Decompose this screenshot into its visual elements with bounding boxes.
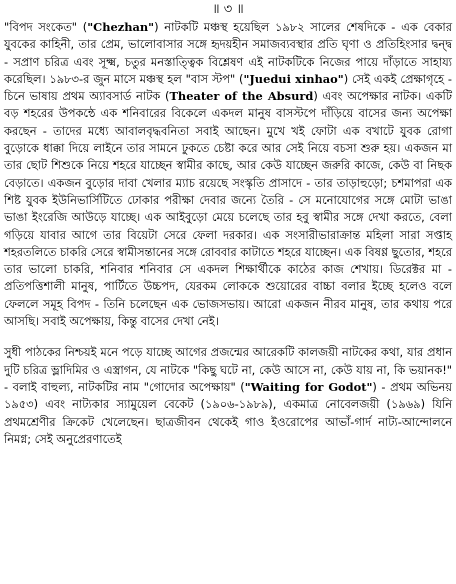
latin-title: "Chezhan" [87, 20, 155, 34]
paragraph-godot [4, 344, 452, 448]
paragraph-text: ) এবং অপেক্ষার নাটক। একটি বড় শহরের উপকন্ঠে এক শনিবারের বিকেলে একদল মানুষ বাসস্টপে দাঁড়িয়ে বাসের জন্য অপেক্ষা করছেন - তাদের মধ্যে আবালবৃদ্ধবনিতা সবাই আছেন। মুখে খই ফোটা এক বখাটে যুবক রোগা বুড়োকে ধাক্কা দিয়ে লাইনে তার সামনে ঢুকতে চেষ্টা করে আর সেই নিয়ে বচসা শুরু হয়। একজন মা তার ছোট শিশুকে নিয়ে শহরে যাচ্ছেন স্বামীর কাছে, আর কেউ যাচ্ছেন জরুরি কাজে, কেউ বা নিছক বেড়াতে। একজন বুড়োর দাবা খেলার ম্যাচ রয়েছে সংস্কৃতি প্রাসাদে - তার তাড়াহুড়ো; চশমাপরা এক শিষ্ট যুবক ইউনিভার্সিটিতে ঢোকার পরীক্ষা দেবার জন্যে তৈরি - সে মনোযোগের সঙ্গে মোটা ভাঙা ভাঙা ইংরেজি আউড়ে যাচ্ছে। এক আইবুড়ো মেয়ে চলেছে তার হবু স্বামীর সঙ্গে দেখা করতে, বেলা গড়িয়ে যাবার আগে তার বিয়েটা সেরে ফেলা দরকার। এক সংসারীভারাক্রান্ত মহিলা সারা সপ্তাহ শহরতলিতে চাকরি সেরে স্বামীসন্তানের সঙ্গে রোববার কাটাতে শহরে যাচ্ছেন। এক বিষণ্ণ ছুতোর, শহরে তার ভালো চাকরি, শনিবার শনিবার সে একদল শিক্ষার্থীকে কাঠের কাজ শেখায়। ডিরেক্টর মা - প্রতিপত্তিশালী মানুষ, পার্টিতে উচ্চপদ, যেরকম লোককে শুয়োরের বাচ্চা বলার ইচ্ছে হলেও বলে ফেললে সমূহ বিপদ - তিনি চলেছেন এক ভোজসভায়। আরো একজন নীরব মানুষ, তার কথায় পরে আসছি। সবাই অপেক্ষায়, কিন্তু বাসের দেখা নেই। [4, 89, 452, 329]
paragraph-text: ) নাটকটি মঞ্চস্থ হয়েছিল ১৯৮২ সালের শেষদিকে - এক বেকার যুবকের কাহিনী, তার প্রেম, ভালোবাসার সঙ্গে হৃদয়হীন সমাজব্যবস্থার প্রতি ঘৃণা ও প্রতিহিংসার দ্বন্দ্ব - সপ্রাণ চরিত্র এবং সূক্ষ্ম, চতুর মনস্তাত্ত্বিক বিশ্লেষণ এই নাটকটিকে নিজের পায়ে দাঁড়াতে সাহায্য করেছিল। ১৯৮৩-র জুন মাসে মঞ্চস্থ হল "বাস স্টপ" ( [4, 20, 453, 86]
paragraph-text: ) - প্রথম অভিনয় ১৯৫৩) এবং নাট্যকার স্যামুয়েল বেকেট (১৯০৬-১৯৮৯), একমাত্র নোবেলজয়ী (১৯৬৯) যিনি প্রথমশ্রেণীর ক্রিকেট খেলেছেন। ছাত্রজীবন থেকেই গাও ইওরোপের আভাঁ-গার্দ নাট্য-আন্দোলনে নিমগ্ন; সেই অনুপ্রেরণাতেই [4, 379, 452, 446]
latin-title: "Waiting for Godot" [244, 379, 373, 394]
latin-term: Theater of the Absurd [169, 89, 314, 104]
paragraph-gap [4, 330, 452, 344]
paragraph-text: ) সেই একই প্রেক্ষাগৃহে - চিনে ভাষায় প্রথম অ্যাবসার্ড নাটক ( [4, 71, 452, 104]
paragraph-text: সুধী পাঠকের নিশ্চয়ই মনে পড়ে যাচ্ছে আগের প্রজন্মের আরেকটি কালজয়ী নাটকের কথা, যার প্রধান দুটি চরিত্র ভ্লাদিমির ও এস্ত্রাগন, যে নাটকে "কিছু ঘটে না, কেউ আসে না, কেউ যায় না, কি ভয়ানক!" - বলাই বাহুল্য, নাটকটির নাম "গোদোর অপেক্ষায়" ( [4, 345, 452, 394]
page-number: ॥ ৩ ॥ [212, 2, 244, 17]
latin-title: "Juedui xinhao" [243, 71, 344, 86]
paragraph-text: "বিপদ সংকেত" ( [4, 20, 88, 34]
paragraph-bus-stop [4, 19, 452, 330]
